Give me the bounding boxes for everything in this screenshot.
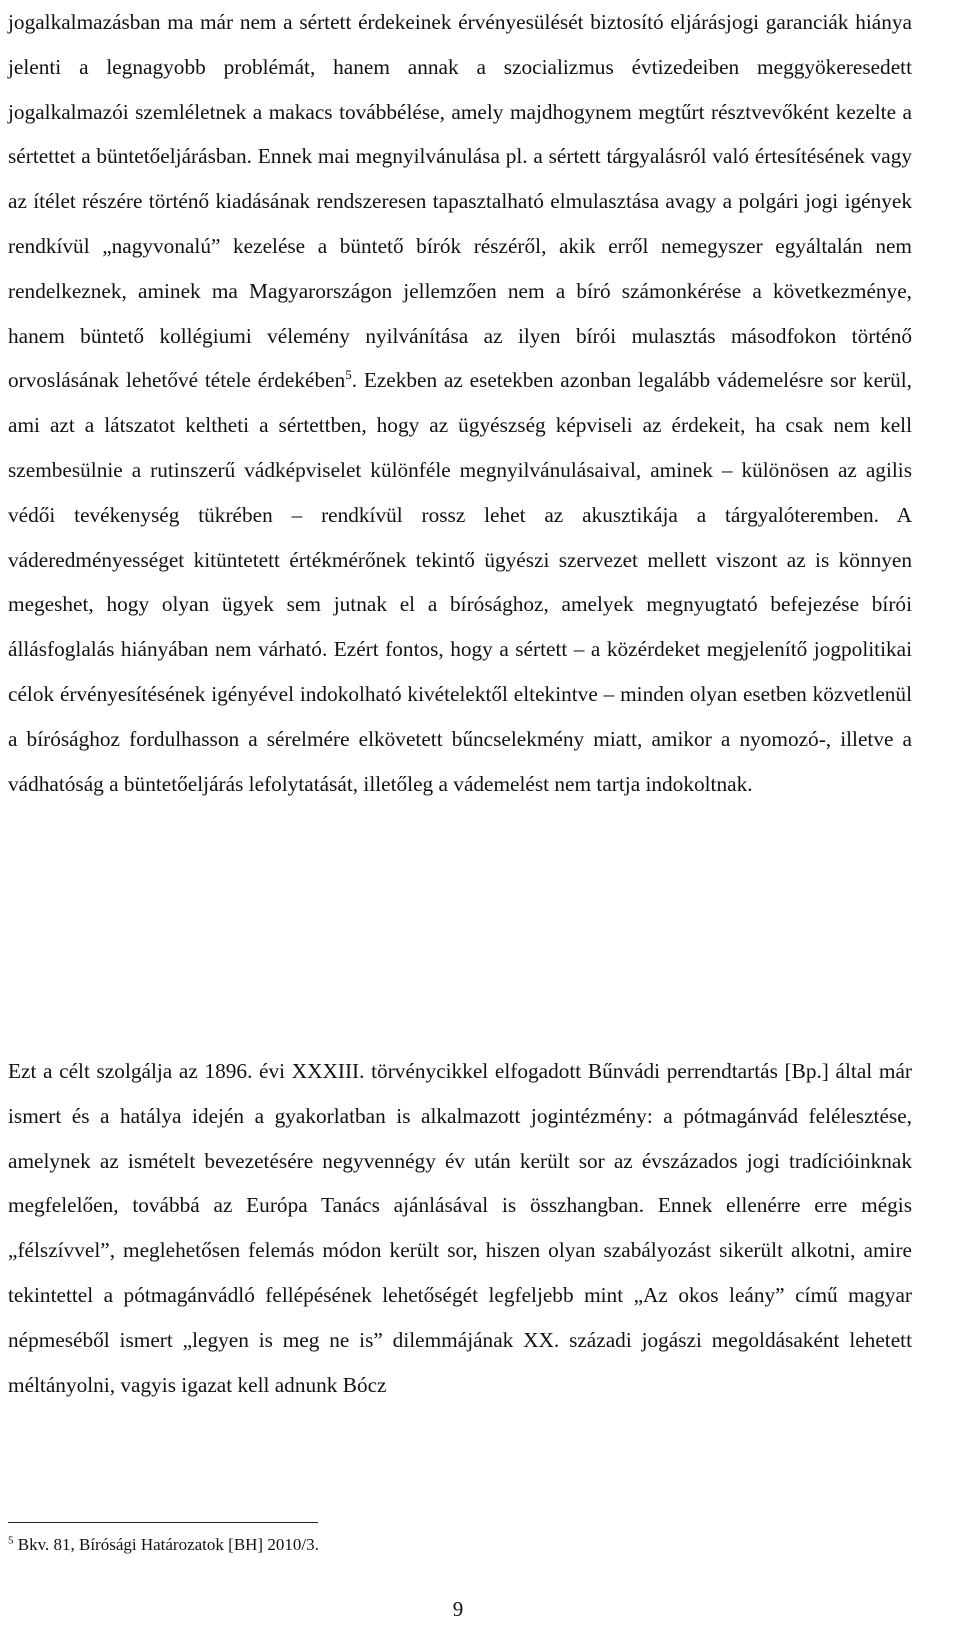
- page-number: 9: [452, 1597, 464, 1621]
- paragraph-text: jogalkalmazásban ma már nem a sértett érdekeinek érvényesülését biztosító eljárásjogi garanciák hiánya jelenti a legnagyobb problémát, hanem annak a szocializmus évtizedeiben meggyökeresedett jogalkalmazói szemléletnek a makacs továbbélése, amely majdhogynem megtűrt résztvevőként kezelte a sértettet a büntetőeljárásban. Ennek mai megnyilvánulása pl. a sértett tárgyalásról való értesítésének vagy az ítélet részére történő kiadásának rendszeresen tapasztalható elmulasztása avagy a polgári jogi igények rendkívül „nagyvonalú” kezelése a büntető bírók részéről, akik erről nemegyszer egyáltalán nem rendelkeznek, aminek ma Magyarországon jellemzően nem a bíró számonkérése a következménye, hanem büntető kollégiumi vélemény nyilvánítása az ilyen bírói mulasztás másodfokon történő orvoslásának lehetővé tétele érdekében: [8, 10, 912, 393]
- footnote-number: 5: [8, 1534, 14, 1547]
- paragraph-text-continued: . Ezekben az esetekben azonban legalább vádemelésre sor kerül, ami azt a látszatot keltheti a sértettben, hogy az ügyészség képviseli az érdekeit, ha csak nem kell szembesülnie a rutinszerű vádképviselet különféle megnyilvánulásaival, aminek – különösen az agilis védői tevékenység tükrében – rendkívül rossz lehet az akusztikája a tárgyalóteremben. A váderedményességet kitüntetett értékmérőnek tekintő ügyészi szervezet mellett viszont az is könnyen megeshet, hogy olyan ügyek sem jutnak el a bírósághoz, amelyek megnyugtató befejezése bírói állásfoglalás hiányában nem várható. Ezért fontos, hogy a sértett – a közérdeket megjelenítő jogpolitikai célok érvényesítésének igényével indokolható kivételektől eltekintve – minden olyan esetben közvetlenül a bírósághoz fordulhasson a sérelmére elkövetett bűncselekmény miatt, amikor a nyomozó-, illetve a vádhatóság a büntetőeljárás lefolytatását, illetőleg a vádemelést nem tartja indokoltnak.: [8, 368, 912, 796]
- footnote-reference[interactable]: 5: [345, 367, 352, 383]
- footnote-divider: [8, 1522, 318, 1523]
- body-paragraph-2: Ezt a célt szolgálja az 1896. évi XXXIII. törvénycikkel elfogadott Bűnvádi perrendtartás [Bp.] által már ismert és a hatálya idején a gyakorlatban is alkalmazott jogintézmény: a pótmagánvád felélesztése, amelynek az ismételt bevezetésére negyvennégy év után került sor az évszázados jogi tradícióinknak megfelelően, továbbá az Európa Tanács ajánlásával is összhangban. Ennek ellenérre erre mégis „félszívvel”, meglehetősen felemás módon került sor, hiszen olyan szabályozást sikerült alkotni, amire tekintettel a pótmagánvádló fellépésének lehetőségét legfeljebb mint „Az okos leány” című magyar népmeséből ismert „legyen is meg ne is” dilemmájának XX. századi jogászi megoldásaként lehetett méltányolni, vagyis igazat kell adnunk Bócz: [8, 1059, 912, 1397]
- footnote-text: Bkv. 81, Bírósági Határozatok [BH] 2010/3.: [13, 1535, 319, 1554]
- footnote: [8, 1530, 908, 1560]
- body-paragraph: [8, 0, 912, 806]
